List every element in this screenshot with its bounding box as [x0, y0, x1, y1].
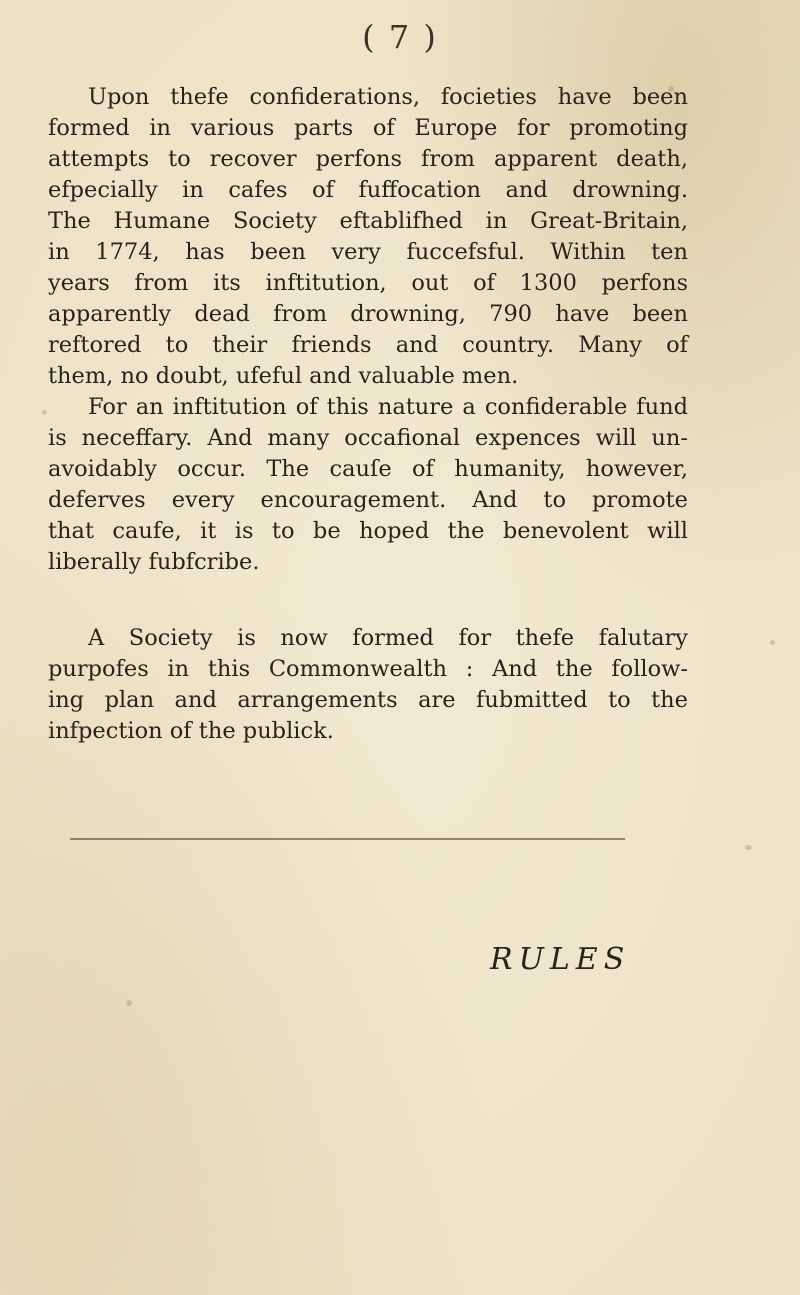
text-line: them, no doubt, ufeful and valuable men.: [48, 363, 519, 389]
text-line: A Society is now formed for thefe falutary: [88, 625, 688, 651]
text-line: liberally fubfcribe.: [48, 549, 260, 575]
text-line: attempts to recover perfons from apparent death,: [48, 146, 688, 172]
text-line: avoidably occur. The cauſe of humanity, however,: [48, 456, 688, 482]
text-line: is neceffary. And many occafional expences will un-: [48, 425, 688, 451]
text-line: Upon thefe confiderations, focieties have been: [88, 84, 688, 110]
text-line: years from its inftitution, out of 1300 perfons: [48, 270, 688, 296]
ink-spot: [770, 640, 775, 645]
paragraph-2: [48, 392, 688, 578]
text-line: apparently dead from drowning, 790 have been: [48, 301, 688, 327]
text-line: reftored to their friends and country. Many of: [48, 332, 688, 358]
text-line: deferves every encouragement. And to promote: [48, 487, 688, 513]
page-number: ( 7 ): [362, 18, 438, 56]
ink-spot: [745, 845, 752, 850]
text-line: ing plan and arrangements are fubmitted to the: [48, 687, 688, 713]
text-line: purpofes in this Commonwealth : And the follow-: [48, 656, 688, 682]
ink-spot: [42, 410, 47, 415]
paragraph-1: [48, 82, 688, 392]
text-line: infpection of the publick.: [48, 718, 334, 744]
paragraph-3: [48, 623, 688, 747]
text-line: formed in various parts of Europe for promoting: [48, 115, 688, 141]
text-line: The Humane Society eftablifhed in Great-Britain,: [48, 208, 688, 234]
text-line: For an inftitution of this nature a confiderable fund: [88, 394, 688, 420]
text-line: that caufe, it is to be hoped the benevolent will: [48, 518, 688, 544]
text-line: efpecially in cafes of fuffocation and drowning.: [48, 177, 688, 203]
catchword: RULES: [490, 942, 631, 977]
ink-spot: [126, 1000, 132, 1006]
horizontal-rule: [70, 838, 625, 840]
text-line: in 1774, has been very fuccefsful. Within ten: [48, 239, 688, 265]
